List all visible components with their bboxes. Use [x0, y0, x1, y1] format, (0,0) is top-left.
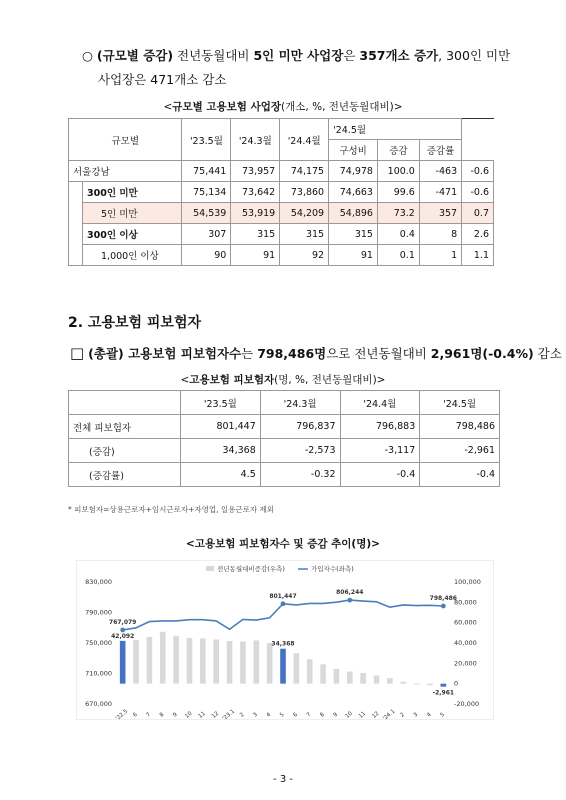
table2-caption: <고용보험 피보험자(명, %, 전년동월대비)>: [180, 374, 386, 386]
table1-caption: <규모별 고용보험 사업장(개소, %, 전년동월대비)>: [163, 101, 403, 113]
bar: [133, 640, 139, 684]
left-axis-tick: 750,000: [85, 639, 112, 647]
bar: [387, 678, 393, 684]
line-point: [281, 601, 286, 606]
x-tick: 12: [371, 710, 381, 720]
table-note: * 피보험자=상용근로자+임시근로자+자영업, 일용근로자 제외: [68, 505, 275, 514]
bar: [227, 641, 233, 684]
x-tick: 3: [252, 711, 259, 719]
intro-line-2: 사업장은 471개소 감소: [98, 72, 227, 87]
right-axis-tick: 100,000: [454, 578, 481, 586]
x-tick: 6: [292, 711, 299, 719]
bar: [441, 684, 447, 687]
x-tick: 2: [239, 711, 246, 719]
left-axis-tick: 670,000: [85, 700, 112, 708]
bar: [400, 682, 406, 684]
bar: [347, 671, 353, 683]
line-point: [347, 598, 352, 603]
x-tick: '24.1: [382, 708, 397, 720]
table-row-highlight: 5인 미만 54,539 53,919 54,209 54,896 73.2 357 0.7: [69, 203, 494, 224]
bar: [334, 669, 340, 684]
line-label: 806,244: [336, 589, 364, 597]
line-point: [120, 628, 125, 633]
bar-label: 34,368: [271, 640, 295, 648]
section-title: 2. 고용보험 피보험자: [68, 315, 201, 331]
establishments-table: [68, 118, 494, 266]
left-axis-tick: 710,000: [85, 669, 112, 678]
chart-svg: [76, 560, 494, 720]
subheader-cell: 구성비: [329, 140, 378, 161]
x-tick: 3: [412, 711, 420, 719]
x-tick: '22.5: [114, 708, 130, 720]
bar: [374, 676, 380, 684]
x-tick: 11: [357, 710, 368, 720]
table-row: (증감) 34,368 -2,573 -3,117 -2,961: [69, 439, 500, 463]
x-tick: 8: [319, 711, 326, 719]
x-tick: 10: [184, 710, 194, 720]
x-tick: 2: [399, 711, 406, 719]
header-cell: '24.5월: [329, 119, 462, 140]
table-row: 서울강남 75,441 73,957 74,175 74,978 100.0 -463 -0.6: [69, 161, 494, 182]
header-cell: '24.3월: [231, 119, 280, 161]
subheader-cell: 증감: [377, 140, 419, 161]
x-tick: 8: [158, 711, 166, 719]
x-tick: 9: [172, 711, 179, 719]
bar: [160, 632, 166, 684]
bar: [253, 640, 259, 683]
bullet-marker: ○: [82, 48, 93, 63]
legend-label: 가입자수(좌측): [311, 565, 354, 573]
x-tick: 6: [132, 711, 139, 719]
bar: [147, 637, 153, 684]
table-row: 300인 미만 75,134 73,642 73,860 74,663 99.6 -471 -0.6: [69, 182, 494, 203]
bar-label: -2,961: [432, 689, 455, 697]
insured-table: '23.5월 '24.3월 '24.4월 '24.5월 전체 피보험자 801,447 796,837 796,883 798,486 (증감) 34,368 -2,573 -3,117 -2,961 (증감률) 4.5 -0.32 -0.4 -0.4: [68, 390, 500, 487]
table-row: 전체 피보험자 801,447 796,837 796,883 798,486: [69, 415, 500, 439]
bar: [427, 684, 433, 686]
legend-swatch-bar: [206, 566, 214, 571]
x-tick: 7: [145, 711, 153, 719]
bar: [213, 639, 219, 683]
bar-label: 42,092: [111, 632, 135, 640]
bar: [173, 636, 179, 684]
left-axis-tick: 830,000: [85, 578, 112, 586]
summary-line: □ (총괄) 고용보험 피보험자수는 798,486명으로 전년동월대비 2,961명(-0.4%) 감소: [70, 344, 562, 362]
x-tick: 11: [197, 710, 207, 720]
right-axis-tick: 20,000: [454, 659, 477, 668]
line-point: [441, 604, 446, 609]
bar: [200, 638, 206, 683]
header-cell: '24.4월: [280, 119, 329, 161]
bar: [187, 638, 193, 684]
line-label: 801,447: [269, 592, 297, 600]
x-tick: 9: [332, 711, 340, 719]
right-axis-tick: 0: [454, 679, 459, 688]
bar: [120, 641, 126, 684]
bar: [307, 659, 313, 683]
table-row: (증감률) 4.5 -0.32 -0.4 -0.4: [69, 463, 500, 487]
right-axis-tick: 60,000: [454, 618, 477, 627]
bar: [294, 653, 300, 684]
x-tick: 7: [305, 711, 313, 719]
x-tick: '23.1: [221, 708, 237, 720]
bar: [414, 684, 420, 685]
right-axis-tick: 40,000: [454, 639, 477, 647]
page-number: - 3 -: [273, 774, 293, 785]
x-tick: 4: [426, 711, 433, 719]
insured-trend-chart: [76, 560, 494, 720]
right-axis-tick: -20,000: [454, 700, 480, 708]
bar: [320, 664, 326, 683]
table-row: 1,000인 이상 90 91 92 91 0.1 1 1.1: [69, 245, 494, 266]
bar: [240, 641, 246, 683]
table-row: 300인 이상 307 315 315 315 0.4 8 2.6: [69, 224, 494, 245]
right-axis-tick: 80,000: [454, 598, 477, 607]
header-cell: '23.5월: [182, 119, 231, 161]
subheader-cell: 증감률: [419, 140, 461, 161]
line-label: 798,486: [429, 595, 457, 603]
left-axis-tick: 790,000: [85, 608, 112, 617]
line-label: 767,079: [109, 618, 137, 626]
x-tick: 4: [265, 711, 273, 719]
intro-line-1: ○ (규모별 증감) 전년동월대비 5인 미만 사업장은 357개소 증가, 300인 미만: [82, 48, 511, 63]
x-tick: 10: [344, 710, 354, 720]
chart-caption: <고용보험 피보험자수 및 증감 추이(명)>: [186, 538, 380, 550]
legend-label: 전년동월대비증감(우측): [217, 565, 285, 573]
header-cell: 규모별: [69, 119, 182, 161]
bar: [280, 649, 286, 684]
bar: [360, 673, 366, 684]
x-tick: 5: [279, 711, 286, 719]
x-tick: 12: [210, 710, 221, 720]
bar: [267, 643, 273, 684]
x-tick: 5: [439, 711, 446, 719]
